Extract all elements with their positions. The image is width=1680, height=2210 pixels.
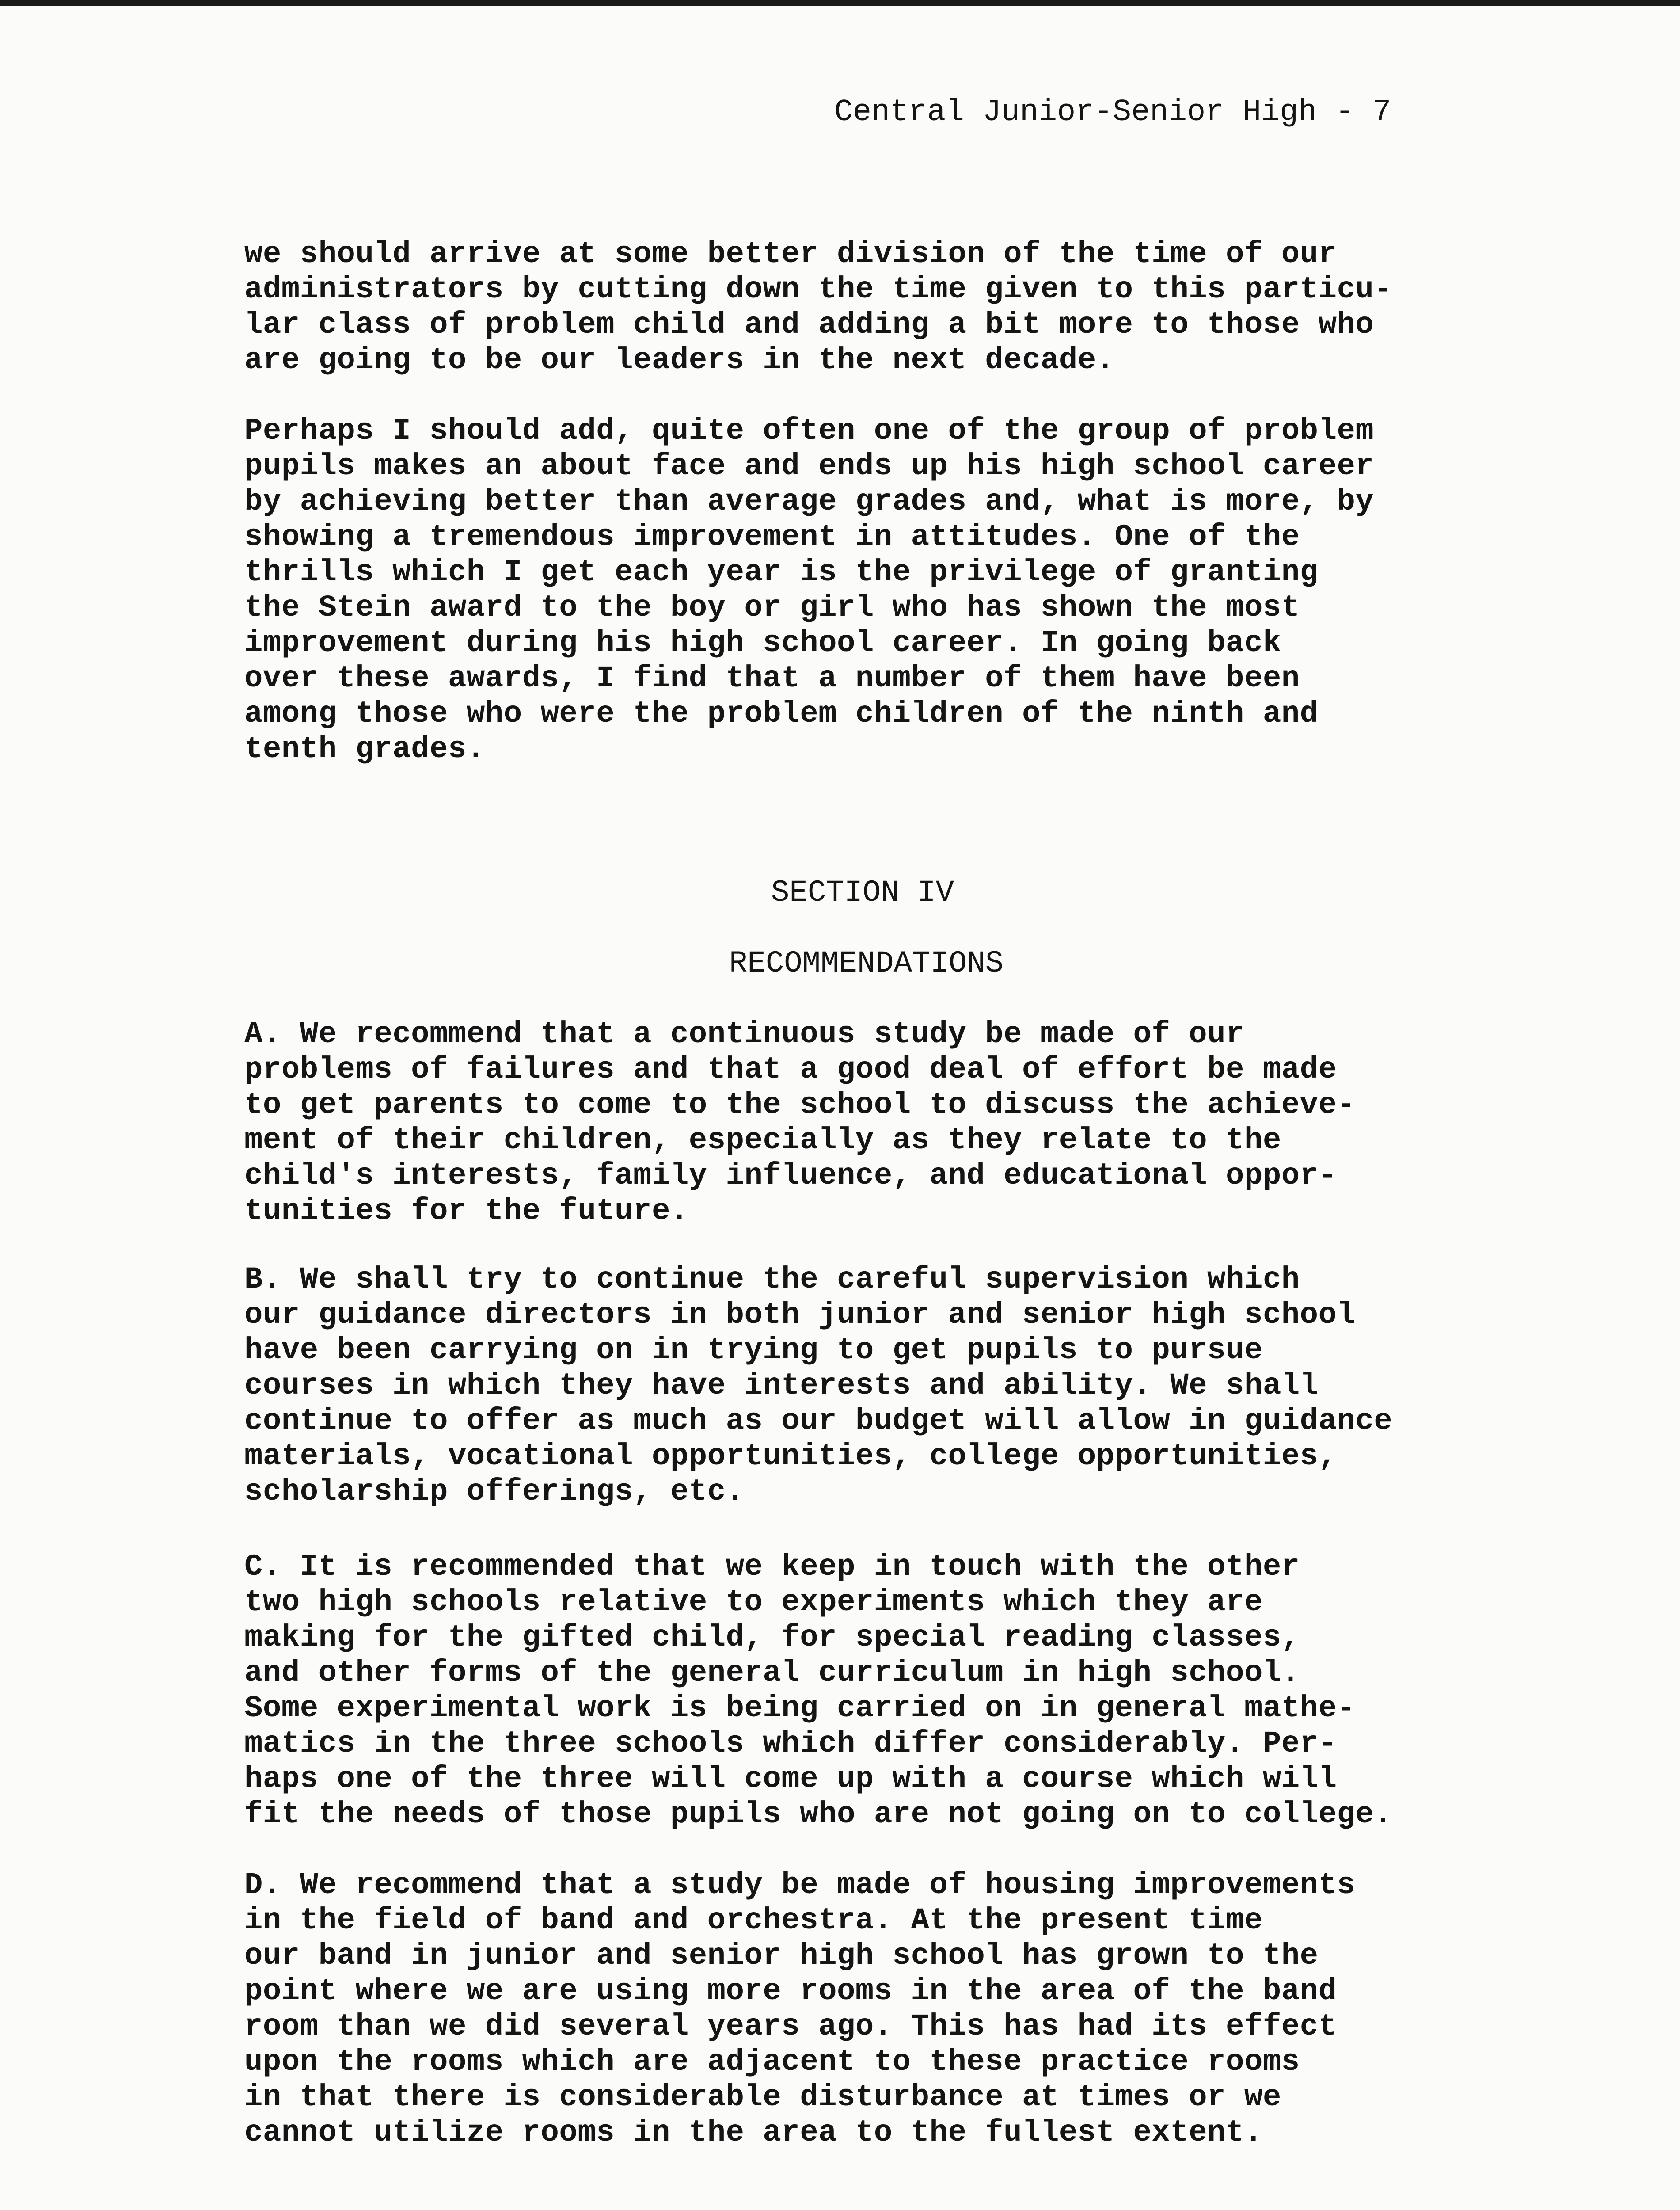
recommendation-b: B. We shall try to continue the careful supervision which our guidance directors in both junior and senior high school have been carrying on in trying to get pupils to pursue courses in which they have interests and ability. We shall continue to offer as much as our budget will allow in guidance materials, vocational opportunities, college opportunities, scholarship offerings, etc. xyxy=(244,1262,1393,1509)
recommendation-c: C. It is recommended that we keep in touch with the other two high schools relative to experiments which they are making for the gifted child, for special reading classes, and other forms of the general curriculum in high school. Some experimental work is being carried on in general mathe- matics in the three schools which differ considerably. Per- haps one of the three will come up with a course which will fit the needs of those pupils who are not going on to college. xyxy=(244,1550,1393,1832)
paragraph-intro-continuation: we should arrive at some better division of the time of our administrators by cutting down the time given to this particu- lar class of problem child and adding a bit more to those who are going to be our leaders in the next decade. xyxy=(244,237,1393,377)
recommendation-d: D. We recommend that a study be made of housing improvements in the field of band and orchestra. At the present time our band in junior and senior high school has grown to the point where we are using more rooms in the area of the band room than we did several years ago. This has had its effect upon the rooms which are adjacent to these practice rooms in that there is considerable disturbance at times or we cannot utilize rooms in the area to the fullest extent. xyxy=(244,1868,1356,2150)
recommendation-a: A. We recommend that a continuous study be made of our problems of failures and that a good deal of effort be made to get parents to come to the school to discuss the achieve- ment of their children, especially as they relate to the child's interests, family influence, and educational oppor- tunities for the future. xyxy=(244,1017,1356,1228)
paragraph-perhaps: Perhaps I should add, quite often one of the group of problem pupils makes an about face and ends up his high school career by achieving better than average grades and, what is more, by showing a tremendous improvement in attitudes. One of the thrills which I get each year is the privilege of granting the Stein award to the boy or girl who has shown the most improvement during his high school career. In going back over these awards, I find that a number of them have been among those who were the problem children of the ninth and tenth grades. xyxy=(244,414,1374,766)
section-subtitle: RECOMMENDATIONS xyxy=(729,946,1004,981)
scan-top-edge xyxy=(0,0,1680,6)
section-title: SECTION IV xyxy=(771,876,954,910)
page-header: Central Junior-Senior High - 7 xyxy=(834,95,1391,130)
